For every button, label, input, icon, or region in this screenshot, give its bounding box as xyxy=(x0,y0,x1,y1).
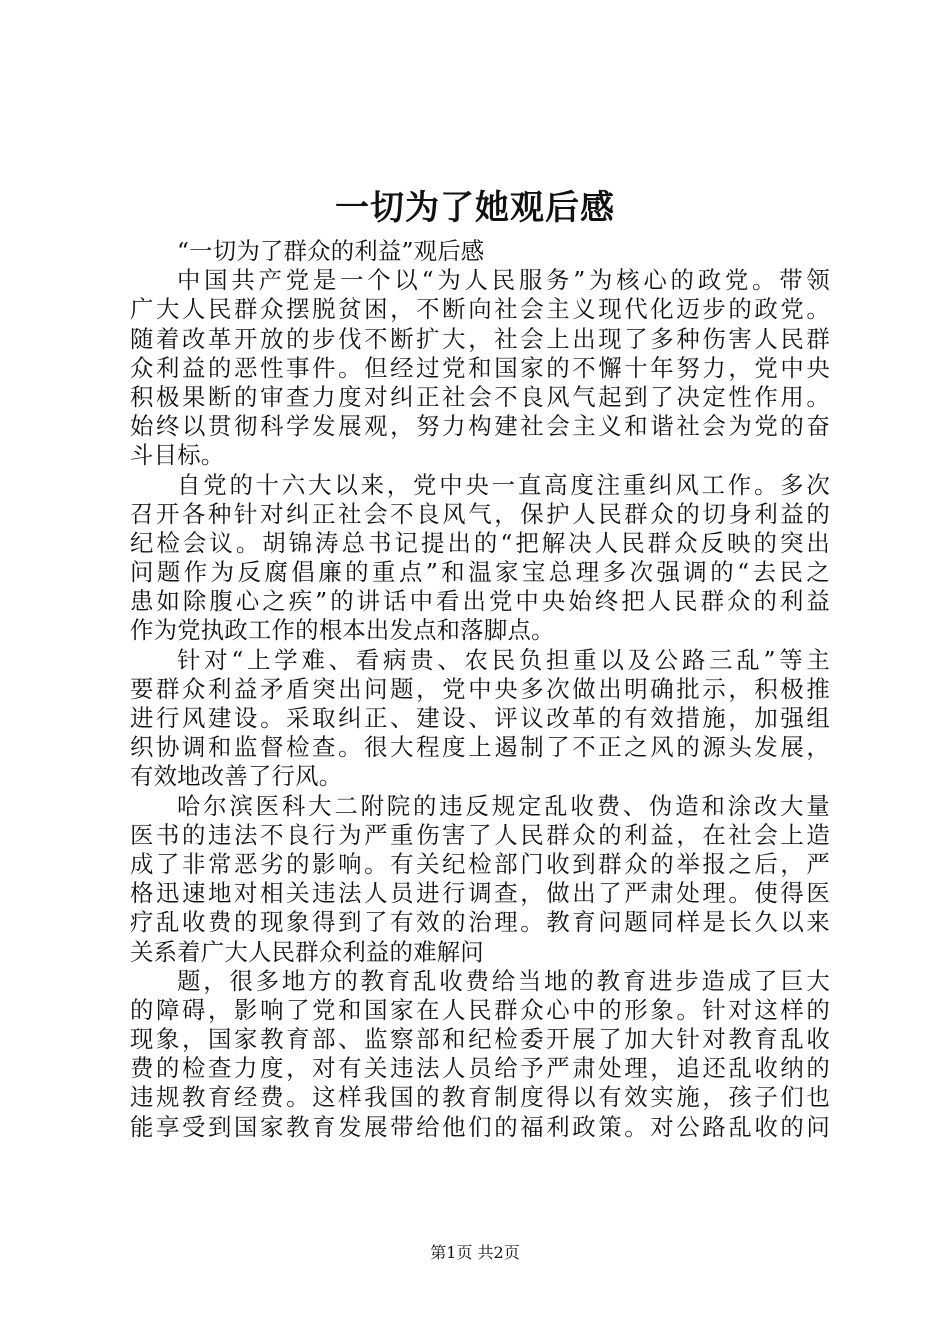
text-line: 题，很多地方的教育乱收费给当地的教育进步造成了巨大 xyxy=(177,966,830,995)
text-line: 费的检查力度，对有关违法人员给予严肃处理，追还乱收纳的 xyxy=(130,1054,830,1083)
text-line: 关系着广大人民群众利益的难解问 xyxy=(130,937,484,966)
text-line: 有效地改善了行风。 xyxy=(130,762,343,791)
document-title: 一切为了她观后感 xyxy=(335,188,615,228)
text-line: 问题作为反腐倡廉的重点”和温家宝总理多次强调的“去民之 xyxy=(130,558,830,587)
text-line: 现象，国家教育部、监察部和纪检委开展了加大针对教育乱收 xyxy=(130,1025,830,1054)
text-line: 中国共产党是一个以“为人民服务”为核心的政党。带领 xyxy=(177,266,830,295)
text-line: 召开各种针对纠正社会不良风气，保护人民群众的切身利益的 xyxy=(130,499,830,528)
paragraph xyxy=(130,266,830,470)
text-line: 针对“上学难、看病贵、农民负担重以及公路三乱”等主 xyxy=(177,645,830,674)
text-line: 疗乱收费的现象得到了有效的治理。教育问题同样是长久以来 xyxy=(130,908,830,937)
text-line: 始终以贯彻科学发展观，努力构建社会主义和谐社会为党的奋 xyxy=(130,412,830,441)
text-line: 斗目标。 xyxy=(130,441,225,470)
text-line: 作为党执政工作的根本出发点和落脚点。 xyxy=(130,616,555,645)
text-line: 进行风建设。采取纠正、建设、评议改革的有效措施，加强组 xyxy=(130,704,830,732)
text-line: 格迅速地对相关违法人员进行调查，做出了严肃处理。使得医 xyxy=(130,879,830,908)
text-line: 患如除腹心之疾”的讲话中看出党中央始终把人民群众的利益 xyxy=(130,587,830,616)
text-line: “一切为了群众的利益”观后感 xyxy=(177,237,485,265)
text-line: 自党的十六大以来，党中央一直高度注重纠风工作。多次 xyxy=(177,470,830,499)
text-line: 众利益的恶性事件。但经过党和国家的不懈十年努力，党中央 xyxy=(130,353,830,382)
text-line: 积极果断的审查力度对纠正社会不良风气起到了决定性作用。 xyxy=(130,382,830,411)
text-line: 医书的违法不良行为严重伤害了人民群众的利益，在社会上造 xyxy=(130,820,830,849)
page-footer: 第1页 共2页 xyxy=(430,1243,520,1262)
document-body xyxy=(130,237,830,1142)
paragraph xyxy=(130,792,830,967)
text-line: 纪检会议。胡锦涛总书记提出的“把解决人民群众反映的突出 xyxy=(130,528,830,557)
text-line: 哈尔滨医科大二附院的违反规定乱收费、伪造和涂改大量 xyxy=(177,791,830,820)
text-line: 的障碍，影响了党和国家在人民群众心中的形象。针对这样的 xyxy=(130,995,830,1024)
paragraph xyxy=(130,471,830,646)
paragraph xyxy=(130,646,830,792)
text-line: 广大人民群众摆脱贫困，不断向社会主义现代化迈步的政党。 xyxy=(130,295,830,324)
paragraph xyxy=(130,237,830,266)
text-line: 成了非常恶劣的影响。有关纪检部门收到群众的举报之后，严 xyxy=(130,849,830,878)
paragraph xyxy=(130,967,830,1142)
text-line: 要群众利益矛盾突出问题，党中央多次做出明确批示，积极推 xyxy=(130,674,830,703)
text-line: 违规教育经费。这样我国的教育制度得以有效实施，孩子们也 xyxy=(130,1083,830,1112)
text-line: 织协调和监督检查。很大程度上遏制了不正之风的源头发展， xyxy=(130,733,830,762)
text-line: 能享受到国家教育发展带给他们的福利政策。对公路乱收的问 xyxy=(130,1112,830,1141)
text-line: 随着改革开放的步伐不断扩大，社会上出现了多种伤害人民群 xyxy=(130,324,830,353)
